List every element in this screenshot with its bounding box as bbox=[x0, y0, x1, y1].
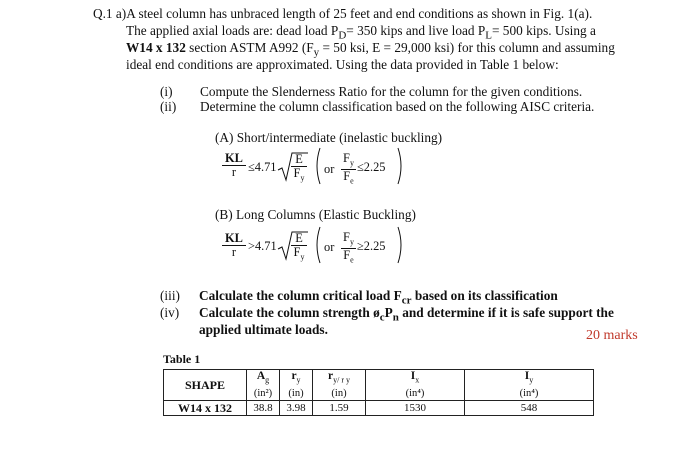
header-iy: $I_y$ (in⁴) bbox=[465, 370, 594, 401]
kl-over-r: $\frac{KL}{r}$ bbox=[222, 232, 246, 259]
fy-over-fe: $\frac{F_y}{F_e}$ bbox=[341, 231, 356, 267]
fy-over-fe: $\frac{F_y}{F_e}$ bbox=[341, 152, 356, 188]
or-label: or bbox=[324, 162, 335, 176]
question-number: Q.1 a)A steel column has unbraced length of 25 feet and end conditions as shown in Fig. 1(a). bbox=[93, 6, 593, 21]
or-label: or bbox=[324, 240, 335, 254]
question-line-3: W14 x 132 section ASTM A992 ($F_y = 50$ ksi, E = 29,000 ksi) for this column and assuming bbox=[126, 40, 615, 59]
task-i-number: (i) bbox=[160, 84, 173, 99]
e-over-fy: $\frac{E}{F_y}$ bbox=[291, 153, 307, 184]
kl-over-r: $\frac{KL}{r}$ bbox=[222, 152, 246, 179]
table-header-row bbox=[164, 370, 594, 401]
task-iii-text: Calculate the column critical load $F_{cr}$ based on its classification bbox=[199, 288, 558, 307]
question-line-4: ideal end conditions are approximated. Using the data provided in Table 1 below: bbox=[126, 57, 559, 72]
value-ry: 3.98 bbox=[280, 401, 313, 416]
marks-label: 20 marks bbox=[586, 328, 638, 343]
shape-cell: W14 x 132 bbox=[164, 401, 247, 416]
value-ix: 1530 bbox=[366, 401, 465, 416]
task-i-text: Compute the Slenderness Ratio for the column for the given conditions. bbox=[200, 84, 583, 99]
criterion-a-operator-2: ≤2.25 bbox=[357, 160, 386, 174]
value-iy: 548 bbox=[465, 401, 594, 416]
data-table bbox=[163, 369, 594, 416]
e-over-fy: $\frac{E}{F_y}$ bbox=[291, 232, 307, 263]
criterion-a-operator: ≤4.71 bbox=[248, 160, 277, 174]
header-ix: $I_x$ (in⁴) bbox=[366, 370, 465, 401]
header-ry: $r_y$ (in) bbox=[280, 370, 313, 401]
task-ii-text: Determine the column classification based on the following AISC criteria. bbox=[200, 99, 595, 114]
task-iii-number: (iii) bbox=[160, 288, 180, 303]
task-iv-text-2: applied ultimate loads. bbox=[199, 322, 328, 337]
criterion-a-title: (A) Short/intermediate (inelastic buckling) bbox=[215, 130, 443, 145]
question-line-2: The applied axial loads are: dead load $P_D= 350$ kips and live load $P_L= 500$ kips. Using a bbox=[126, 23, 596, 42]
task-ii-number: (ii) bbox=[160, 99, 177, 114]
table-row bbox=[164, 401, 594, 416]
header-rx-ry: $r_{y/ r y}$ (in) bbox=[313, 370, 366, 401]
header-ag: $A_g$ (in²) bbox=[247, 370, 280, 401]
criterion-b-title: (B) Long Columns (Elastic Buckling) bbox=[215, 207, 416, 222]
value-rx-ry: 1.59 bbox=[313, 401, 366, 416]
value-ag: 38.8 bbox=[247, 401, 280, 416]
shape-header: SHAPE bbox=[164, 370, 247, 401]
task-iv-number: (iv) bbox=[160, 305, 180, 320]
criterion-b-operator-2: ≥2.25 bbox=[357, 239, 386, 253]
criterion-b-operator: >4.71 bbox=[248, 239, 277, 253]
task-iv-text: Calculate the column strength $ø_cP_n$ and determine if it is safe support the bbox=[199, 305, 614, 324]
table-title: Table 1 bbox=[163, 352, 201, 366]
